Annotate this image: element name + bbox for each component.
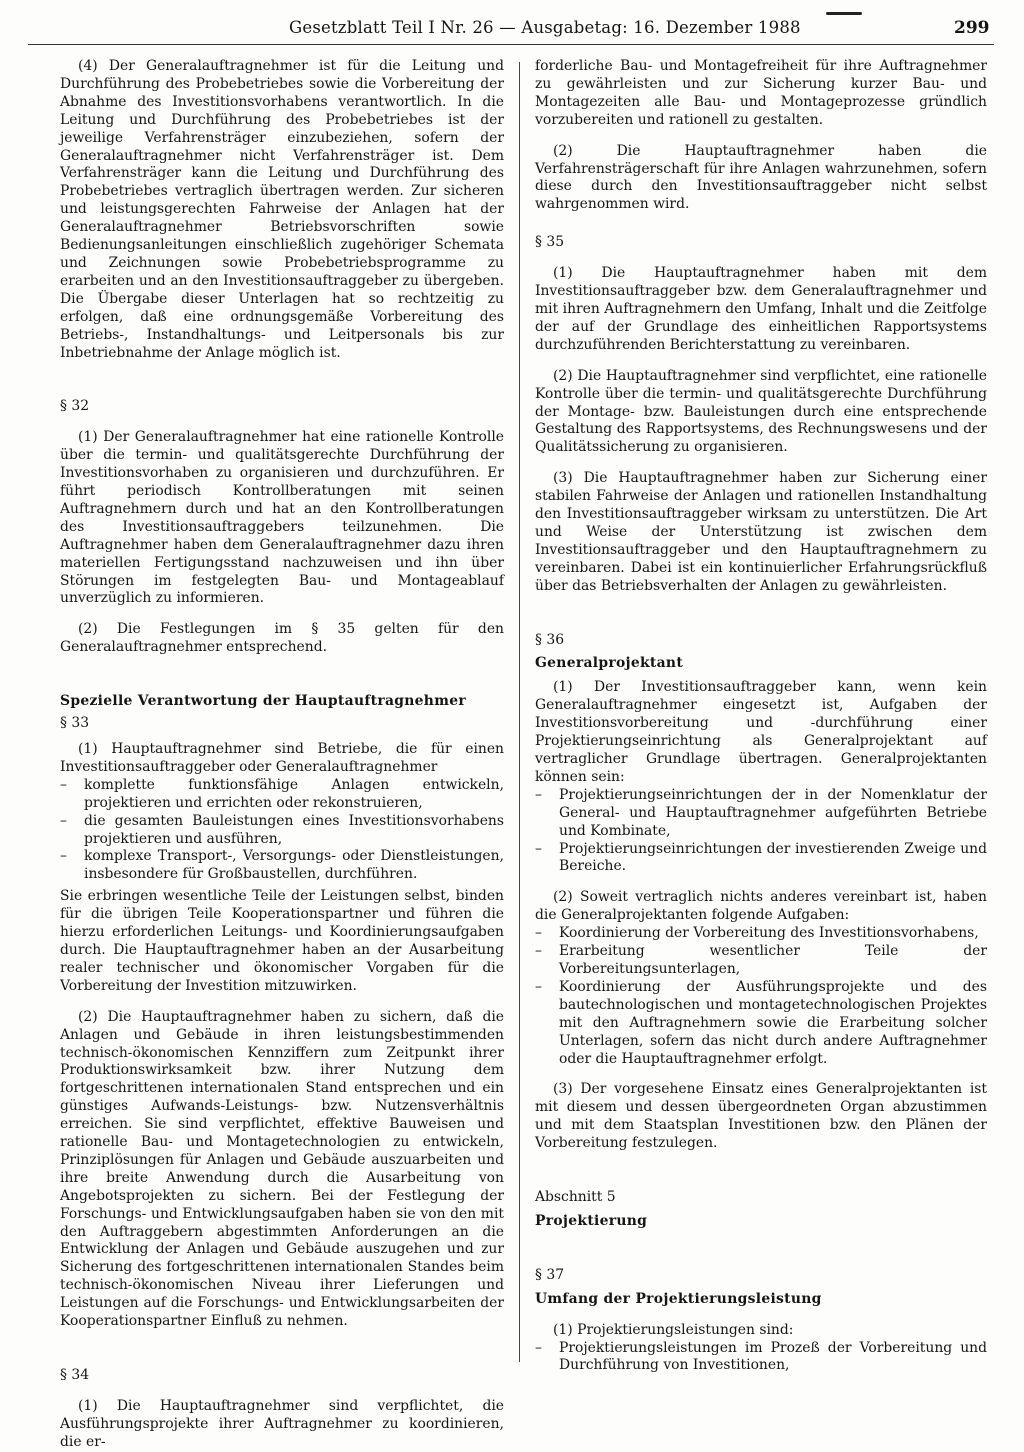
paragraph-32-1: (1) Der Generalauftragnehmer hat eine rationelle Kontrolle über die termin- und qualitätsgerechte Durchführung der Investitionsvorhaben zu organisieren und durchzuführen. Er führt periodisch Kontrollberatungen mit seinen Auftragnehmern durch und hat an den Kontrollberatungen des Investitionsauftraggebers teilzunehmen. Die Auftragnehmer haben dem Generalauftragnehmer dazu ihren materiellen Fertigungsstand nachzuweisen und ihn über Störungen im festgelegten Bau- und Montageablauf unverzüglich zu informieren. xyxy=(60,429,504,607)
header-rule xyxy=(28,44,994,45)
section-37-title: Umfang der Projektierungsleistung xyxy=(535,1290,822,1307)
paragraph-33-1-intro: (1) Hauptauftragnehmer sind Betriebe, die für einen Investitionsauftraggeber oder Generalauftragnehmer xyxy=(60,741,504,775)
section-34-heading: § 34 xyxy=(60,1367,90,1383)
list-33 xyxy=(60,777,504,884)
section-32-heading: § 32 xyxy=(60,398,90,415)
paragraph-34-1-cont: forderliche Bau- und Montagefreiheit für ihre Auftragnehmer zu gewährleisten und zur Sicherung kurzer Bau- und Montagezeiten alle Bau- und Montageprozesse gründlich vorzubereiten und rationell zu gestalten. xyxy=(535,58,987,128)
gazette-title: Gesetzblatt Teil I Nr. 26 — Ausgabetag: 16. Dezember 1988 xyxy=(289,18,801,37)
right-column xyxy=(535,58,987,1375)
list-36-1 xyxy=(535,787,987,877)
page-header xyxy=(0,18,1024,42)
paragraph-33-1-cont: Sie erbringen wesentliche Teile der Leistungen selbst, binden für die übrigen Teile Kooperationspartner und führen die hierzu erforderlichen Leitungs- und Koordinierungsaufgaben durch. Die Hauptauftragnehmer haben an der Ausarbeitung realer technischer und ökonomischer Vorgaben für die Vorbereitung der Investition mitzuwirken. xyxy=(60,888,504,994)
paragraph-35-1: (1) Die Hauptauftragnehmer haben mit dem Investitionsauftraggeber bzw. dem Generalauftragnehmer und mit ihren Auftragnehmern den Umfang, Inhalt und die Zeitfolge der auf der Grundlage des einheitlichen Rapportsystems durchzuführenden Berichterstattung zu vereinbaren. xyxy=(535,265,987,353)
list-36-2 xyxy=(535,925,987,1068)
list-item: – Koordinierung der Vorbereitung des Investitionsvorhabens, xyxy=(535,925,987,943)
section-35-heading: § 35 xyxy=(535,234,565,251)
paragraph-33-2: (2) Die Hauptauftragnehmer haben zu sichern, daß die Anlagen und Gebäude in ihren leistungsbestimmenden technisch-ökonomischen Kennziffern zum Zeitpunkt ihrer Produktionswirksamkeit bzw. ihrer Nutzung dem fortgeschrittenen internationalen Stand entsprechen und ein günstiges Aufwands-Leistungs- bzw. Nutzensverhältnis erreichen. Sie sind verpflichtet, effektive Bauweisen und rationelle Bau- und Montagetechnologien zu entwickeln, Prinziplösungen für Anlagen und Gebäude auszuarbeiten und ihre breite Anwendung durch die Ausarbeitung von Angebotsprojekten zu sichern. Bei der Festlegung der Forschungs- und Entwicklungsaufgaben haben sie von den mit den Auftraggebern abgestimmten Anforderungen an die Entwicklung der Anlagen und Gebäude auszugehen und zur Sicherung des fortgeschrittenen internationalen Standes beim technisch-ökonomischen Niveau ihrer Lieferungen und Leistungen auf die Forschungs- und Entwicklungsarbeiten der Kooperationspartner Einfluß zu nehmen. xyxy=(60,1008,504,1330)
left-column xyxy=(60,58,504,1452)
paragraph-31-4: (4) Der Generalauftragnehmer ist für die Leitung und Durchführung des Probebetriebes sowie die Vorbereitung der Abnahme des Investitionsvorhabens verantwortlich. In die Leitung und Durchführung des Probebetriebes ist der jeweilige Verfahrensträger einzubeziehen, sofern der Generalauftragnehmer nicht Verfahrensträger ist. Dem Verfahrensträger kann die Leitung und Durchführung des Probebetriebes vertraglich übertragen werden. Zur sicheren und leistungsgerechten Fahrweise der Anlagen hat der Generalauftragnehmer Betriebsvorschriften sowie Bedienungsanleitungen einschließlich zugehöriger Schemata und Zeichnungen sowie Probebetriebsprogramme zu erarbeiten und an den Investitionsauftraggeber zu übergeben. Die Übergabe dieser Unterlagen hat so rechtzeitig zu erfolgen, daß eine ordnungsgemäße Vorbereitung des Betriebs-, Instandhaltungs- und Leitpersonals bis zur Inbetriebnahme der Anlage möglich ist. xyxy=(60,58,504,361)
paragraph-36-3: (3) Der vorgesehene Einsatz eines Generalprojektanten ist mit diesem und dessen übergeordneten Organ abzustimmen und mit dem Staatsplan Investitionen bzw. den Plänen der Vorbereitung festzulegen. xyxy=(535,1081,987,1152)
paragraph-36-1-intro: (1) Der Investitionsauftraggeber kann, wenn kein Generalauftragnehmer eingesetzt ist, Aufgaben der Investitionsvorbereitung und -durchführung einer Projektierungseinrichtung als Generalprojektant auf vertraglicher Grundlage übertragen. Generalprojektanten können sein: xyxy=(535,679,987,785)
section-title-hauptauftragnehmer: Spezielle Verantwortung der Hauptauftragnehmer xyxy=(60,693,466,710)
list-item: – Projektierungseinrichtungen der investierenden Zweige und Bereiche. xyxy=(535,841,987,877)
section-33-heading: § 33 xyxy=(60,715,90,732)
section-36-title: Generalprojektant xyxy=(535,655,684,672)
abschnitt-title: Projektierung xyxy=(535,1212,648,1229)
paragraph-32-2: (2) Die Festlegungen im § 35 gelten für den Generalauftragnehmer entsprechend. xyxy=(60,621,504,656)
paragraph-35-3: (3) Die Hauptauftragnehmer haben zur Sicherung einer stabilen Fahrweise der Anlagen und rationellen Instandhaltung den Investitionsauftraggeber wirksam zu unterstützen. Die Art und Weise der Unterstützung ist zwischen dem Investitionsauftraggeber und den Hauptauftragnehmern zu vereinbaren. Dabei ist ein kontinuierlicher Erfahrungsrückfluß über das Betriebsverhalten der Anlagen zu gewährleisten. xyxy=(535,470,987,594)
list-item: – Koordinierung der Ausführungsprojekte und des bautechnologischen und montagetechnologischen Projektes mit den Auftragnehmern sowie die Erarbeitung solcher Unterlagen, sofern das nicht durch andere Auftragnehmer oder die Hauptauftragnehmer erfolgt. xyxy=(535,979,987,1069)
column-divider xyxy=(519,62,520,1362)
paragraph-36-2-intro: (2) Soweit vertraglich nichts anderes vereinbart ist, haben die Generalprojektanten folgende Aufgaben: xyxy=(535,889,987,924)
section-36-heading: § 36 xyxy=(535,631,565,648)
list-item: – Erarbeitung wesentlicher Teile der Vorbereitungsunterlagen, xyxy=(535,943,987,979)
paragraph-34-1: (1) Die Hauptauftragnehmer sind verpflichtet, die Ausführungsprojekte ihrer Auftragnehmer zu koordinieren, die er- xyxy=(60,1397,504,1450)
section-37-heading: § 37 xyxy=(535,1266,565,1283)
list-item: – komplexe Transport-, Versorgungs- oder Dienstleistungen, insbesondere für Großbaustellen, durchführen. xyxy=(60,848,504,884)
ink-mark xyxy=(826,12,862,15)
paragraph-35-2: (2) Die Hauptauftragnehmer sind verpflichtet, eine rationelle Kontrolle über die termin- und qualitätsgerechte Durchführung der Montage- bzw. Bauleistungen durch eine entsprechende Gestaltung des Rapportsystems, des Rechnungswesens und der Qualitätssicherung zu organisieren. xyxy=(535,367,987,456)
list-item: – die gesamten Bauleistungen eines Investitionsvorhabens projektieren und ausführen, xyxy=(60,813,504,849)
list-item: – komplette funktionsfähige Anlagen entwickeln, projektieren und errichten oder rekonstruieren, xyxy=(60,777,504,813)
paragraph-37-1-intro: (1) Projektierungsleistungen sind: xyxy=(553,1321,794,1338)
list-item: – Projektierungseinrichtungen der in der Nomenklatur der General- und Hauptauftragnehmer aufgeführten Betriebe und Kombinate, xyxy=(535,787,987,841)
abschnitt-label: Abschnitt 5 xyxy=(535,1189,616,1206)
list-item: – Projektierungsleistungen im Prozeß der Vorbereitung und Durchführung von Investitionen, xyxy=(535,1340,987,1376)
page-number: 299 xyxy=(954,18,990,38)
paragraph-34-2: (2) Die Hauptauftragnehmer haben die Verfahrensträgerschaft für ihre Anlagen wahrzunehmen, sofern diese durch den Investitionsauftraggeber nicht selbst wahrgenommen wird. xyxy=(535,142,987,213)
list-37 xyxy=(535,1340,987,1376)
